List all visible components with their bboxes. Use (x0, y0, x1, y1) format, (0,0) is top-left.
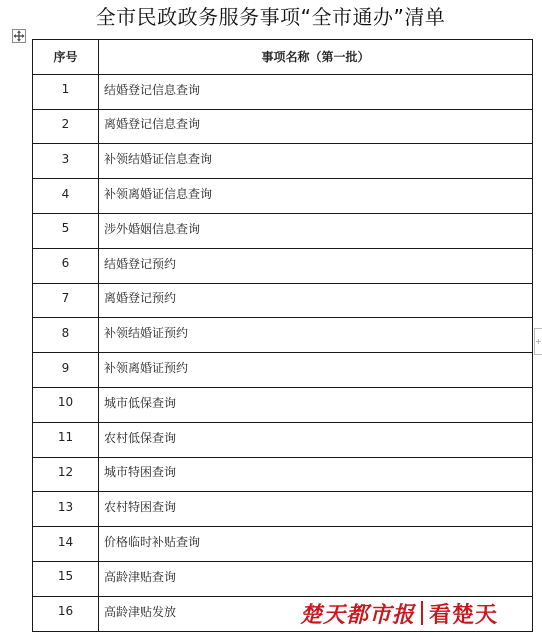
row-index-cell: 5 (33, 213, 99, 248)
table-row (33, 74, 533, 109)
table-row (33, 422, 533, 457)
row-item-name-cell: 价格临时补贴查询 (99, 527, 533, 562)
table-row (33, 492, 533, 527)
row-index-cell: 1 (33, 74, 99, 109)
row-item-name-cell: 离婚登记信息查询 (99, 109, 533, 144)
row-item-name-cell: 结婚登记预约 (99, 248, 533, 283)
row-index-cell: 7 (33, 283, 99, 318)
newspaper-watermark (300, 596, 498, 630)
table-body (33, 74, 533, 631)
services-table (32, 39, 533, 632)
table-resize-handle[interactable]: + (534, 328, 542, 355)
table-row (33, 353, 533, 388)
table-header-row (33, 40, 533, 75)
watermark-brand: 楚天都市报 (300, 601, 416, 628)
row-item-name-cell: 补领结婚证信息查询 (99, 144, 533, 179)
table-row (33, 283, 533, 318)
table-row (33, 527, 533, 562)
row-index-cell: 13 (33, 492, 99, 527)
column-header-index: 序号 (33, 40, 99, 75)
row-index-cell: 16 (33, 596, 99, 631)
row-index-cell: 11 (33, 422, 99, 457)
document-title: 全市民政政务服务事项“全市通办”清单 (95, 5, 446, 29)
row-item-name-cell: 城市特困查询 (99, 457, 533, 492)
row-item-name-cell: 高龄津贴查询 (99, 561, 533, 596)
row-index-cell: 10 (33, 387, 99, 422)
row-item-name-cell: 涉外婚姻信息查询 (99, 213, 533, 248)
row-index-cell: 9 (33, 353, 99, 388)
row-index-cell: 3 (33, 144, 99, 179)
row-index-cell: 15 (33, 561, 99, 596)
row-item-name-cell: 结婚登记信息查询 (99, 74, 533, 109)
table-row (33, 457, 533, 492)
row-item-name-cell: 农村特困查询 (99, 492, 533, 527)
row-item-name-cell: 补领结婚证预约 (99, 318, 533, 353)
table-row (33, 179, 533, 214)
row-item-name-cell: 离婚登记预约 (99, 283, 533, 318)
row-index-cell: 12 (33, 457, 99, 492)
column-header-item-name: 事项名称（第一批） (99, 40, 533, 75)
table-row (33, 248, 533, 283)
table-row (33, 561, 533, 596)
table-row (33, 109, 533, 144)
row-index-cell: 6 (33, 248, 99, 283)
row-item-name-cell: 高龄津贴发放 (99, 596, 533, 631)
table-row (33, 387, 533, 422)
row-index-cell: 8 (33, 318, 99, 353)
four-way-move-icon[interactable] (12, 29, 26, 43)
table-row (33, 144, 533, 179)
row-item-name-cell: 补领离婚证预约 (99, 353, 533, 388)
row-item-name-cell: 城市低保查询 (99, 387, 533, 422)
row-index-cell: 2 (33, 109, 99, 144)
row-index-cell: 4 (33, 179, 99, 214)
row-item-name-cell: 补领离婚证信息查询 (99, 179, 533, 214)
table-row (33, 318, 533, 353)
row-item-name-cell: 农村低保查询 (99, 422, 533, 457)
table-row (33, 213, 533, 248)
row-index-cell: 14 (33, 527, 99, 562)
watermark-app: 看楚天 (429, 601, 499, 628)
watermark-divider (421, 601, 423, 625)
